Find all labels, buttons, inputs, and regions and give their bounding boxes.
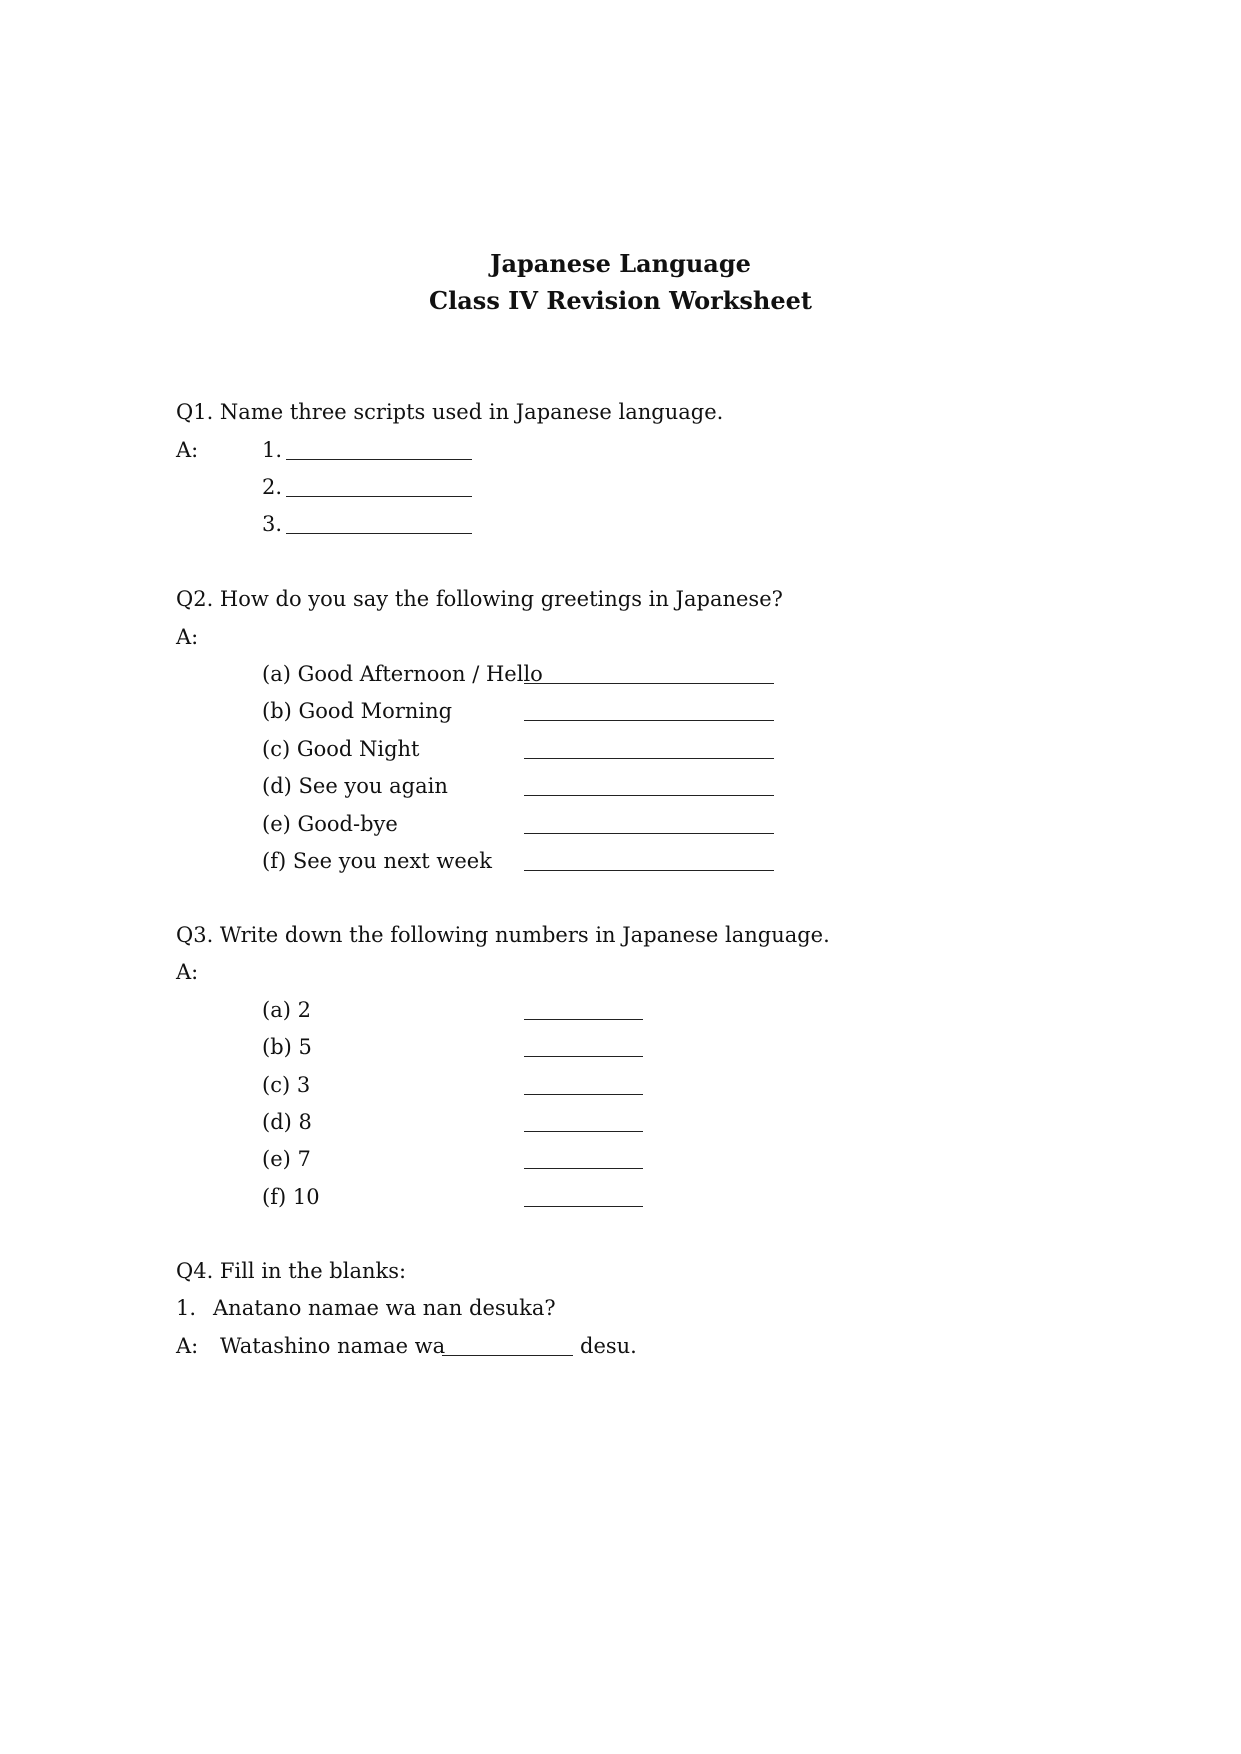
q4-answer-after: desu.	[580, 1334, 637, 1358]
q3-item-d-blank[interactable]	[524, 1131, 643, 1132]
q3-item-c-label: (c) 3	[262, 1073, 311, 1097]
q2-question: Q2. How do you say the following greetings in Japanese?	[176, 587, 783, 611]
q2-item-c-blank[interactable]	[524, 758, 774, 759]
q1-item-2-blank[interactable]	[286, 496, 472, 497]
q1-item-1-number: 1.	[262, 438, 283, 462]
q2-item-e-label: (e) Good-bye	[262, 812, 398, 836]
q1-answer-label: A:	[176, 438, 199, 462]
q1-item-1-blank[interactable]	[286, 459, 472, 460]
q3-item-b-blank[interactable]	[524, 1056, 643, 1057]
q1-item-2-number: 2.	[262, 475, 283, 499]
q2-item-d-blank[interactable]	[524, 795, 774, 796]
page-title: Japanese Language	[490, 249, 751, 278]
q3-item-e-label: (e) 7	[262, 1147, 311, 1171]
q2-item-c-label: (c) Good Night	[262, 737, 420, 761]
q2-answer-label: A:	[176, 625, 199, 649]
q2-item-b-label: (b) Good Morning	[262, 699, 453, 723]
q4-answer-label: A:	[176, 1334, 199, 1358]
q2-item-f-blank[interactable]	[524, 870, 774, 871]
q4-item-text: Anatano namae wa nan desuka?	[213, 1296, 556, 1320]
q2-item-d-label: (d) See you again	[262, 774, 448, 798]
q3-item-f-blank[interactable]	[524, 1206, 643, 1207]
q3-answer-label: A:	[176, 960, 199, 984]
q2-item-b-blank[interactable]	[524, 720, 774, 721]
q4-question: Q4. Fill in the blanks:	[176, 1259, 407, 1283]
q4-answer-before: Watashino namae wa	[220, 1334, 446, 1358]
q3-item-f-label: (f) 10	[262, 1185, 320, 1209]
q3-item-a-blank[interactable]	[524, 1019, 643, 1020]
q3-item-e-blank[interactable]	[524, 1168, 643, 1169]
q2-item-a-blank[interactable]	[524, 683, 774, 684]
q1-item-3-blank[interactable]	[286, 533, 472, 534]
q3-item-c-blank[interactable]	[524, 1094, 643, 1095]
q1-item-3-number: 3.	[262, 512, 283, 536]
q3-item-d-label: (d) 8	[262, 1110, 312, 1134]
q2-item-e-blank[interactable]	[524, 833, 774, 834]
q2-item-f-label: (f) See you next week	[262, 849, 492, 873]
q3-question: Q3. Write down the following numbers in Japanese language.	[176, 923, 830, 947]
q3-item-a-label: (a) 2	[262, 998, 311, 1022]
q1-question: Q1. Name three scripts used in Japanese language.	[176, 400, 724, 424]
q4-item-number: 1.	[176, 1296, 197, 1320]
q2-item-a-label: (a) Good Afternoon / Hello	[262, 662, 543, 686]
page-subtitle: Class IV Revision Worksheet	[429, 286, 812, 315]
q3-item-b-label: (b) 5	[262, 1035, 312, 1059]
q4-answer-blank[interactable]	[442, 1355, 573, 1356]
